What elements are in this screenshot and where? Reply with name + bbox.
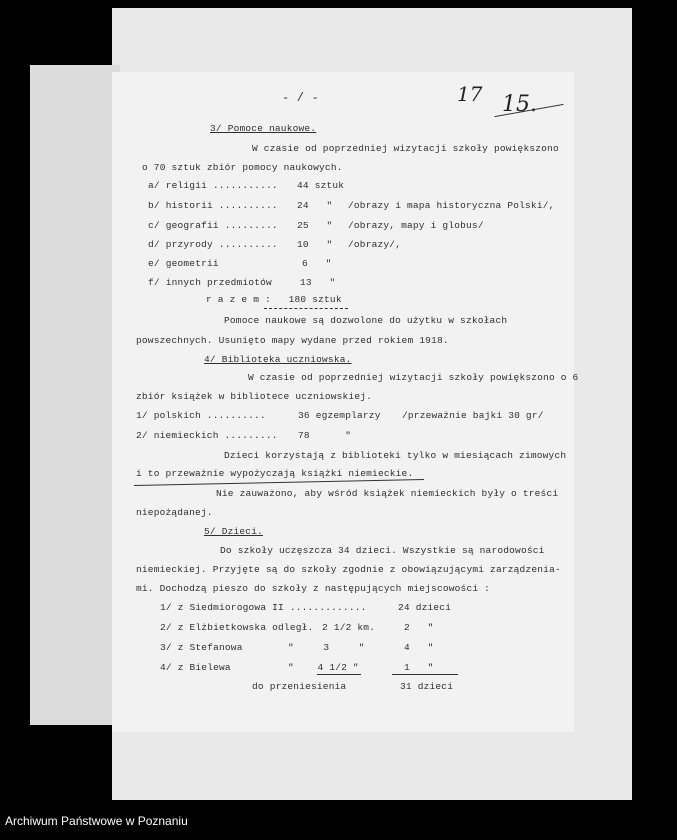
village-label-1: 1/ z Siedmiorogowa II .............	[160, 602, 367, 613]
carry-label: do przeniesienia	[252, 681, 347, 692]
aid-qty-e: 6 "	[302, 258, 332, 269]
section-4-para-5: Nie zauważono, aby wśród książek niemieckich były o treści	[216, 488, 559, 499]
total-underline	[264, 308, 348, 309]
section-4-para-1: W czasie od poprzedniej wizytacji szkoły powiększono o 6	[248, 372, 579, 383]
village-dist-4: " 4 1/2 "	[288, 662, 359, 673]
carry-total: 31 dzieci	[400, 681, 454, 692]
distance-sum-line	[317, 674, 361, 675]
aid-label-e: e/ geometrii	[148, 258, 219, 269]
section-4-para-3: Dzieci korzystają z biblioteki tylko w miesiącach zimowych	[224, 450, 567, 461]
aid-note-b: /obrazy i mapa historyczna Polski/,	[348, 200, 555, 211]
village-count-2: 2 "	[404, 622, 434, 633]
village-label-2: 2/ z Elżbietkowska odległ.	[160, 622, 314, 633]
section-3-para-3: Pomoce naukowe są dozwolone do użytku w szkołach	[224, 315, 508, 326]
section-3-para-1: W czasie od poprzedniej wizytacji szkoły powiększono	[252, 143, 559, 154]
section-3-para-4: powszechnych. Usunięto mapy wydane przed rokiem 1918.	[136, 335, 449, 346]
aid-label-d: d/ przyrody ..........	[148, 239, 278, 250]
section-3-heading: 3/ Pomoce naukowe.	[210, 123, 317, 134]
section-4-para-6: niepożądanej.	[136, 507, 213, 518]
book-label-2: 2/ niemieckich .........	[136, 430, 278, 441]
village-label-4: 4/ z Bielewa	[160, 662, 231, 673]
aid-qty-b: 24 "	[297, 200, 333, 211]
document-side-tab	[30, 65, 120, 725]
aid-note-d: /obrazy/,	[348, 239, 402, 250]
section-5-para-2: niemieckiej. Przyjęte są do szkoły zgodnie z obowiązującymi zarządzenia-	[136, 564, 561, 575]
book-qty-1: 36 egzemplarzy	[298, 410, 381, 421]
aid-qty-f: 13 "	[300, 277, 336, 288]
village-count-1: 24 dzieci	[398, 602, 452, 613]
folio-number-2: 15.	[502, 92, 537, 117]
village-count-4: 1 "	[404, 662, 434, 673]
page-dash-mark: - / -	[282, 91, 320, 105]
village-dist-2: 2 1/2 km.	[322, 622, 376, 633]
archive-watermark: Archiwum Państwowe w Poznaniu	[5, 814, 188, 828]
section-5-para-1: Do szkoły uczęszcza 34 dzieci. Wszystkie są narodowości	[220, 545, 545, 556]
aid-qty-d: 10 "	[297, 239, 333, 250]
section-4-heading: 4/ Biblioteka uczniowska.	[204, 354, 352, 365]
book-note-1: /przeważnie bajki 30 gr/	[402, 410, 544, 421]
section-4-para-2: zbiór książek w bibliotece uczniowskiej.	[136, 391, 373, 402]
village-dist-3: " 3 "	[288, 642, 365, 653]
aid-label-f: f/ innych przedmiotów	[148, 277, 272, 288]
village-label-3: 3/ z Stefanowa	[160, 642, 243, 653]
aid-label-c: c/ geografii .........	[148, 220, 278, 231]
aid-qty-c: 25 "	[297, 220, 333, 231]
aid-label-a: a/ religii ...........	[148, 180, 278, 191]
aid-qty-a: 44 sztuk	[297, 180, 345, 191]
aid-label-b: b/ historii ..........	[148, 200, 278, 211]
section-5-heading: 5/ Dzieci.	[204, 526, 264, 537]
village-count-3: 4 "	[404, 642, 434, 653]
folio-number: 17	[457, 82, 483, 106]
handwritten-underline	[134, 479, 424, 486]
aid-note-c: /obrazy, mapy i globus/	[348, 220, 484, 231]
book-label-1: 1/ polskich ..........	[136, 410, 266, 421]
section-3-para-2: o 70 sztuk zbiór pomocy naukowych.	[142, 162, 343, 173]
section-4-para-4: i to przeważnie wypożyczają książki niemieckie.	[136, 468, 414, 479]
section-5-para-3: mi. Dochodzą pieszo do szkoły z następujących miejscowości :	[136, 583, 491, 594]
document-page	[112, 72, 579, 732]
book-qty-2: 78 "	[298, 430, 352, 441]
aid-total: r a z e m : 180 sztuk	[206, 294, 342, 305]
count-sum-line	[392, 674, 458, 675]
